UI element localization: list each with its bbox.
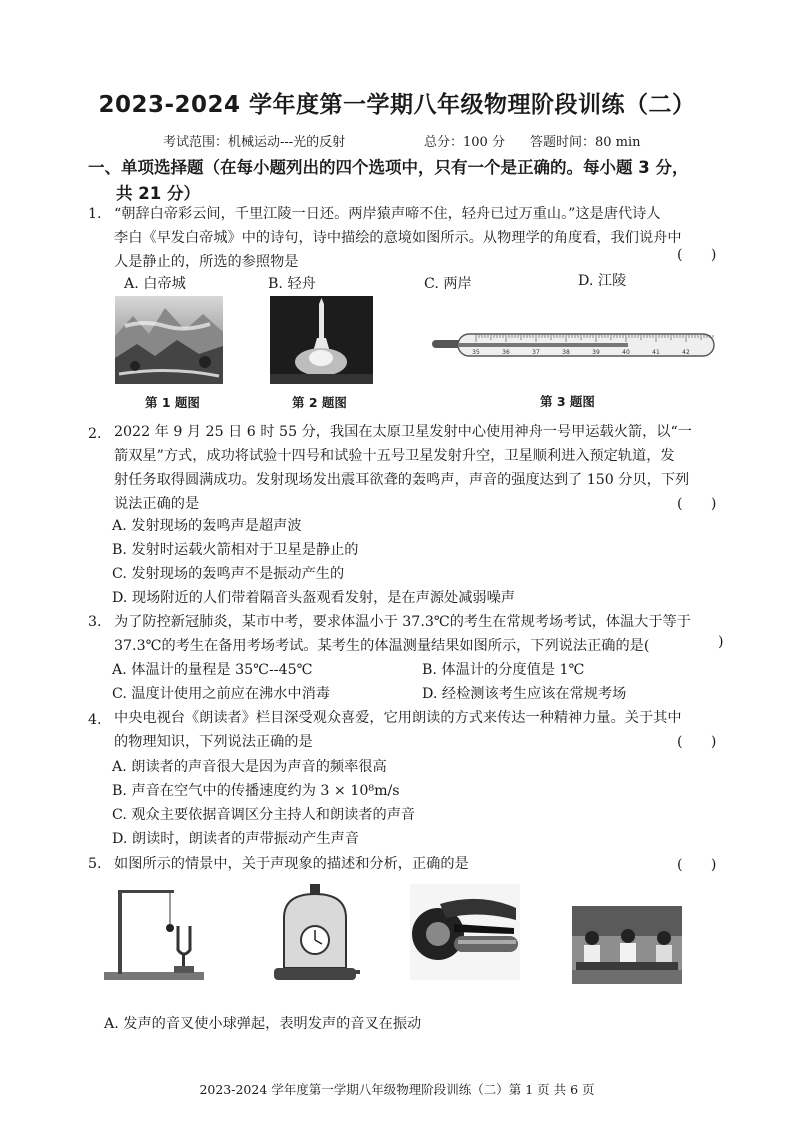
exam-total-score: 总分：100 分 (424, 135, 505, 150)
q2-line3: 射任务取得圆满成功。发射现场发出震耳欲聋的轰鸣声，声音的强度达到了 150 分贝，下列 (114, 472, 690, 488)
thermometer-tick-label: 35 (472, 349, 480, 356)
q4-number: 4. (88, 712, 102, 728)
q2-option-d: D. 现场附近的人们带着隔音头盔观看发射，是在声源处减弱噪声 (112, 590, 515, 606)
figure-2-rocket-launch (270, 296, 373, 384)
section-heading-line2: 共 21 分） (116, 184, 200, 203)
q1-option-a: A. 白帝城 (124, 276, 186, 292)
q2-option-c: C. 发射现场的轰鸣声不是振动产生的 (112, 566, 345, 582)
q4-option-d: D. 朗读时，朗读者的声带振动产生声音 (112, 831, 359, 847)
exam-duration: 答题时间：80 min (530, 135, 641, 150)
q2-stem (114, 420, 734, 516)
q5-figure-motorcycle (410, 884, 520, 980)
q5-figure-musicians (572, 906, 682, 984)
q4-option-a: A. 朗读者的声音很大是因为声音的频率很高 (112, 759, 387, 775)
thermometer-tick-label: 42 (682, 349, 690, 356)
q4-stem (114, 706, 734, 754)
exam-scope: 考试范围：机械运动---光的反射 (163, 135, 346, 150)
thermometer-tick-label: 40 (622, 349, 630, 356)
exam-title: 2023-2024 学年度第一学期八年级物理阶段训练（二） (98, 92, 696, 118)
q4-line2: 的物理知识，下列说法正确的是 (114, 734, 313, 750)
q3-option-d: D. 经检测该考生应该在常规考场 (422, 686, 627, 702)
q5-figure-tuning-fork (100, 884, 210, 984)
q3-answer-bracket: ) (718, 634, 724, 650)
q3-option-b: B. 体温计的分度值是 1℃ (422, 662, 585, 678)
page-footer: 2023-2024 学年度第一学期八年级物理阶段训练（二）第 1 页 共 6 页 (199, 1082, 595, 1097)
thermometer-tick-label: 37 (532, 349, 540, 356)
q3-option-a: A. 体温计的量程是 35℃--45℃ (112, 662, 313, 678)
q4-option-b: B. 声音在空气中的传播速度约为 3 × 10⁸m/s (112, 783, 400, 799)
q1-option-d: D. 江陵 (578, 273, 627, 289)
figure-3-caption: 第 3 题图 (540, 394, 595, 409)
q5-number: 5. (88, 856, 102, 872)
q1-stem (114, 202, 734, 274)
q2-line1: 2022 年 9 月 25 日 6 时 55 分，我国在太原卫星发射中心使用神舟一号甲运载火箭，以“一 (114, 424, 692, 440)
q2-number: 2. (88, 426, 102, 442)
q2-answer-bracket: ( ) (677, 496, 717, 512)
q3-line1: 为了防控新冠肺炎，某市中考，要求体温小于 37.3℃的考生在常规考场考试，体温大于等于 (114, 614, 691, 630)
q4-line1: 中央电视台《朗读者》栏目深受观众喜爱，它用朗读的方式来传达一种精神力量。关于其中 (114, 710, 682, 726)
q2-line4: 说法正确的是 (114, 496, 200, 512)
q4-answer-bracket: ( ) (677, 734, 717, 750)
figure-1-landscape (115, 296, 223, 384)
q2-line2: 箭双星”方式，成功将试验十四号和试验十五号卫星发射升空，卫星顺利进入预定轨道，发 (114, 448, 675, 464)
q1-line1: “朝辞白帝彩云间，千里江陵一日还。两岸猿声啼不住，轻舟已过万重山。”这是唐代诗人 (114, 206, 661, 222)
q4-option-c: C. 观众主要依据音调区分主持人和朗读者的声音 (112, 807, 416, 823)
q3-number: 3. (88, 614, 102, 630)
thermometer-tick-label: 39 (592, 349, 600, 356)
figure-3-thermometer (432, 328, 722, 362)
q1-line3: 人是静止的，所选的参照物是 (114, 254, 299, 270)
q5-answer-bracket: ( ) (677, 857, 717, 873)
q5-figure-bell-jar (270, 882, 360, 984)
thermometer-tick-label: 38 (562, 349, 570, 356)
section-heading (88, 155, 728, 207)
q1-option-c: C. 两岸 (424, 276, 472, 292)
q1-number: 1. (88, 206, 102, 222)
section-heading-line1: 一、单项选择题（在每小题列出的四个选项中，只有一个是正确的。每小题 3 分， (88, 158, 689, 177)
q2-option-a: A. 发射现场的轰鸣声是超声波 (112, 518, 302, 534)
q3-option-c: C. 温度计使用之前应在沸水中消毒 (112, 686, 330, 702)
figure-1-caption: 第 1 题图 (145, 395, 200, 410)
q5-stem: 如图所示的情景中，关于声现象的描述和分析，正确的是 (114, 856, 469, 872)
q3-stem (114, 610, 734, 658)
thermometer-tick-label: 36 (502, 349, 510, 356)
thermometer-tick-label: 41 (652, 349, 660, 356)
q3-line2: 37.3℃的考生在备用考场考试。某考生的体温测量结果如图所示，下列说法正确的是( (114, 638, 650, 654)
q1-line2: 李白《早发白帝城》中的诗句，诗中描绘的意境如图所示。从物理学的角度看，我们说舟中 (114, 230, 682, 246)
q2-option-b: B. 发射时运载火箭相对于卫星是静止的 (112, 542, 359, 558)
figure-2-caption: 第 2 题图 (292, 395, 347, 410)
q5-option-a: A. 发声的音叉使小球弹起，表明发声的音叉在振动 (104, 1016, 422, 1032)
q1-answer-bracket: ( ) (677, 247, 717, 263)
q1-option-b: B. 轻舟 (268, 276, 316, 292)
